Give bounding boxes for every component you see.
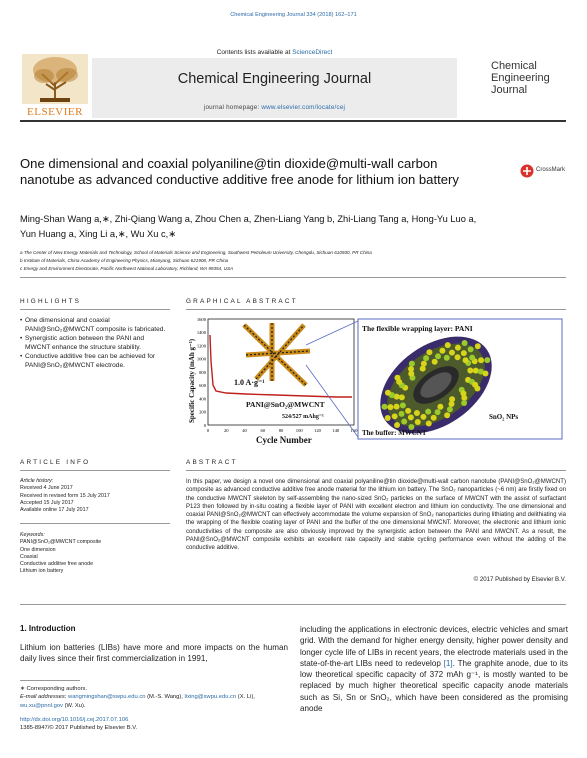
sno2-nanoparticle [468, 346, 474, 352]
highlights-list [20, 317, 170, 371]
homepage-prefix: journal homepage: [203, 104, 262, 111]
sno2-nanoparticle [426, 421, 432, 427]
sno2-nanoparticle [401, 418, 407, 424]
sno2-nanoparticle [449, 401, 455, 407]
issn-line: 1385-8947/© 2017 Published by Elsevier B.V. [20, 725, 138, 732]
sno2-nanoparticle [409, 361, 415, 367]
abstract-bottom-rule [20, 604, 566, 605]
author-list [20, 212, 568, 242]
journal-cover-title [491, 60, 550, 96]
sno2-nanoparticle [447, 406, 453, 412]
graphical-abstract-figure [186, 315, 566, 445]
sno2-nanoparticle [431, 415, 437, 421]
y-tick-label: 1200 [196, 343, 206, 349]
email-link[interactable]: wangmingshan@swpu.edu.cn [68, 694, 146, 701]
sno2-nanoparticle [420, 366, 426, 372]
sno2-nanoparticle [394, 422, 400, 428]
x-tick-label: 0 [206, 428, 210, 433]
sno2-nanoparticle [461, 400, 467, 406]
email-note [20, 693, 288, 710]
sno2-nanoparticle [455, 354, 461, 360]
y-tick-label: 200 [199, 409, 206, 415]
sno2-nanoparticle [426, 349, 432, 355]
reference-link[interactable]: [1] [443, 658, 453, 668]
sno2-nanoparticle [399, 394, 405, 400]
journal-homepage [92, 104, 457, 111]
history-item: Available online 17 July 2017 [20, 507, 89, 514]
article-info-rule [20, 470, 170, 471]
sciencedirect-link[interactable]: ScienceDirect [292, 49, 333, 56]
affiliation-b: b Institute of Materials, China Academy of Engineering Physics, Mianyang, Sichuan 621908, PR China [20, 258, 229, 263]
contents-prefix: Contents lists available at [216, 49, 293, 56]
sno2-nanoparticle [435, 409, 441, 415]
highlight-item: • Synergistic action between the PANI and MWCNT enhance the structure stability. [20, 335, 170, 352]
x-tick-label: 120 [314, 428, 321, 433]
sno2-nanoparticle [474, 386, 480, 392]
sno2-nanoparticle [385, 390, 391, 396]
keyword-item: Conductive additive free anode [20, 561, 94, 568]
history-item: Received in revised form 15 July 2017 [20, 492, 110, 499]
sno2-nanoparticle [445, 342, 451, 348]
elsevier-wordmark: ELSEVIER [27, 106, 83, 118]
authors-line-1: Ming-Shan Wang a,∗, Zhi-Qiang Wang a, Zhou Chen a, Zhen-Liang Yang b, Zhi-Liang Tang a, Hong-Yu Luo a, [20, 214, 477, 224]
sno2-nanoparticle [444, 412, 450, 418]
y-tick-label: 1000 [196, 356, 206, 362]
sno2-nanoparticle [414, 410, 420, 416]
crossmark-label: CrossMark [536, 167, 566, 173]
y-tick-label: 1600 [196, 316, 206, 322]
keyword-item: Lithium ion battery [20, 568, 64, 575]
abstract-rule [186, 470, 566, 471]
cover-title-line: Journal [491, 84, 528, 96]
x-axis-label: Cycle Number [256, 435, 312, 445]
sno2-nanoparticle [444, 355, 450, 361]
highlights-rule [20, 309, 170, 310]
x-tick-label: 60 [260, 428, 266, 433]
sno2-nanoparticle [420, 414, 426, 420]
sno2-nanoparticle [408, 414, 414, 420]
graphical-abstract-heading: GRAPHICAL ABSTRACT [186, 298, 298, 305]
email-owner: (M.-S. Wang), [145, 694, 185, 701]
affiliations [20, 249, 568, 273]
y-tick-label: 0 [203, 422, 206, 428]
article-info-heading: ARTICLE INFO [20, 459, 91, 466]
rate-label: 1.0 A·g⁻¹ [234, 378, 265, 387]
highlight-item: • One dimensional and coaxial PANI@SnO₂@MWCNT composite is fabricated. [20, 317, 170, 334]
sno2-nanoparticle [394, 404, 400, 410]
crossmark-badge[interactable] [520, 158, 568, 184]
contents-line [92, 49, 457, 56]
affiliation-rule [20, 277, 566, 278]
nanoparticle-label: SnO₂ NPs [489, 413, 519, 421]
sno2-nanoparticle [394, 375, 400, 381]
series-label: PANI@SnO₂@MWCNT [246, 400, 325, 409]
x-tick-label: 160 [350, 428, 358, 433]
y-tick-label: 1400 [196, 330, 206, 336]
wrap-layer-label: The flexible wrapping layer: PANI [362, 324, 473, 333]
sno2-nanoparticle [399, 411, 405, 417]
header-rule [20, 120, 566, 122]
journal-citation[interactable]: Chemical Engineering Journal 334 (2018) 162–171 [230, 12, 357, 18]
sno2-nanoparticle [421, 361, 427, 367]
sno2-nanoparticle [484, 357, 490, 363]
homepage-link[interactable]: www.elsevier.com/locate/cej [261, 104, 346, 111]
x-tick-label: 140 [332, 428, 340, 433]
intro-col1-text: Lithium ion batteries (LIBs) have more and more impacts on the human daily lives since their first commercialization in 1991, [20, 643, 288, 664]
sno2-nanoparticle [437, 404, 443, 410]
sno2-nanoparticle [425, 409, 431, 415]
cover-title-line: Chemical [491, 60, 537, 72]
sno2-nanoparticle [449, 350, 455, 356]
doi-line [20, 716, 288, 724]
cover-title-line: Engineering [491, 72, 550, 84]
keywords-label: Keywords: [20, 532, 45, 538]
sno2-nanoparticle [469, 355, 475, 361]
highlights-heading: HIGHLIGHTS [20, 298, 82, 305]
affiliation-c: c Energy and Environment Directorate, Pacific Northwest National Laboratory, Richland, WA 99354, USA [20, 266, 234, 271]
sno2-nanoparticle [435, 353, 441, 359]
capacity-label: 524/527 mAhg⁻¹ [282, 414, 324, 420]
x-tick-label: 80 [278, 428, 284, 433]
keyword-item: PANI@SnO₂@MWCNT composite [20, 539, 102, 546]
sno2-nanoparticle [475, 343, 481, 349]
sno2-nanoparticle [387, 404, 393, 410]
history-item: Accepted 15 July 2017 [20, 499, 74, 506]
sno2-nanoparticle [455, 345, 461, 351]
y-tick-label: 400 [199, 396, 206, 402]
y-axis-label: Specific Capacity (mAh g⁻¹) [188, 338, 196, 423]
sno2-nanoparticle [461, 350, 467, 356]
intro-text-span: including the applications in electronic devices, electric vehicles and smart grid. With the demand for higher energy density, higher power density and longer cycle life of LIBs in recent years, the electrode materials used in the state-of-the-art LIBs need to redevelop [300, 625, 568, 668]
keyword-item: Coaxial [20, 553, 38, 560]
footnotes [20, 685, 288, 732]
x-tick-label: 40 [242, 428, 247, 433]
sno2-nanoparticle [463, 357, 469, 363]
plot-frame [208, 319, 354, 425]
email-label: E-mail addresses: [20, 694, 69, 701]
email-link[interactable]: wu.xu@pnnl.gov [20, 702, 63, 709]
footnote-rule [20, 680, 80, 681]
affiliation-a: a The Center of New Energy Materials and Technology, School of Materials Science and Engineering, Southwest Petroleum University, Chengdu, Sichuan 610500, PR China [20, 250, 372, 255]
sno2-nanoparticle [415, 419, 421, 425]
x-tick-label: 100 [295, 428, 303, 433]
x-tick-label: 20 [223, 428, 229, 433]
sno2-nanoparticle [400, 402, 406, 408]
crossmark-icon [520, 164, 534, 178]
intro-col2-text [300, 624, 568, 714]
sno2-nanoparticle [462, 340, 468, 346]
sno2-nanoparticle [439, 348, 445, 354]
article-title: One dimensional and coaxial polyaniline@tin dioxide@multi-wall carbon nanotube as advanced conductive additive free anode for lithium ion battery [20, 156, 459, 188]
sno2-nanoparticle [432, 359, 438, 365]
y-tick-label: 800 [199, 369, 206, 375]
sno2-nanoparticle [423, 355, 429, 361]
article-history [20, 478, 170, 514]
email-owner: (X. Li), [236, 694, 255, 701]
email-link[interactable]: lixing@swpu.edu.cn [184, 694, 237, 701]
email-owner: (W. Xu). [62, 702, 86, 709]
highlight-item: • Conductive additive free can be achieved for PANI@SnO₂@MWCNT electrode. [20, 353, 170, 370]
keywords [20, 532, 170, 576]
history-item: Received 4 June 2017 [20, 485, 73, 492]
doi-link[interactable]: http://dx.doi.org/10.1016/j.cej.2017.07.106 [20, 716, 129, 723]
sno2-nanoparticle [392, 413, 398, 419]
authors-line-2: Yun Huang a, Xing Li a,∗, Wu Xu c,∗ [20, 229, 176, 239]
abstract-heading: ABSTRACT [186, 459, 238, 466]
sno2-nanoparticle [467, 367, 473, 373]
y-tick-label: 600 [199, 383, 206, 389]
keywords-rule [20, 523, 170, 524]
abstract-text: In this paper, we design a novel one dimensional and coaxial polyaniline@tin dioxide@multi-wall carbon nanotube (PANI@SnO₂@MWCNT) composite as advanced conductive additive free anode material for the lithium ion battery. The SnO₂ nanoparticles (~6 nm) are firstly fixed on the conductive MWCNT skeleton by self-assembling the nano-sized SnO₂ particles on the surface of MWCNT with the assist of surfactant P123 then followed by in-situ coating a flexible layer of PANI with excellent electron and lithium ion conductivity. The one dimensional and coaxial PANI@SnO₂@MWCNT can effectively accommodate the volume expansion of SnO₂ nanoparticles during lithiating and delithiating via the wrapping of the flexible coating layer of PANI and the buffer of the one dimensional MWCNT. Moreover, the electronic and lithium ionic conductivities of the composite are also obviously improved by the synergistic action between the PANI and MWCNT. As a result, the PANI@SnO₂@MWCNT composite exhibits an excellent rate capacity and stable cycling performance even without the adding of the conductive additive. [186, 479, 566, 552]
corresponding-note: ∗ Corresponding authors. [20, 686, 88, 692]
sno2-nanoparticle [483, 371, 489, 377]
journal-title: Chemical Engineering Journal [177, 71, 372, 87]
sno2-nanoparticle [385, 415, 391, 421]
history-label: Article history: [20, 478, 54, 484]
graphical-abstract-rule [186, 309, 566, 310]
abstract-copyright: © 2017 Published by Elsevier B.V. [473, 576, 566, 583]
intro-text-span: . The graphite anode, due to its low theoretical specific capacity of 372 mAh g⁻¹, is mostly wanted to be replaced by much higher theoretical specific capacity anode materials such as Si, Sn or SnO₂, which have been considered as the promising anode [300, 658, 568, 714]
buffer-label: The buffer: MWCNT [362, 429, 427, 437]
sno2-nanoparticle [382, 404, 388, 410]
keyword-item: One dimension [20, 546, 56, 553]
sno2-nanoparticle [478, 357, 484, 363]
sno2-nanoparticle [473, 368, 479, 374]
sno2-nanoparticle [405, 408, 411, 414]
intro-heading: 1. Introduction [20, 624, 76, 633]
sno2-nanoparticle [408, 366, 414, 372]
